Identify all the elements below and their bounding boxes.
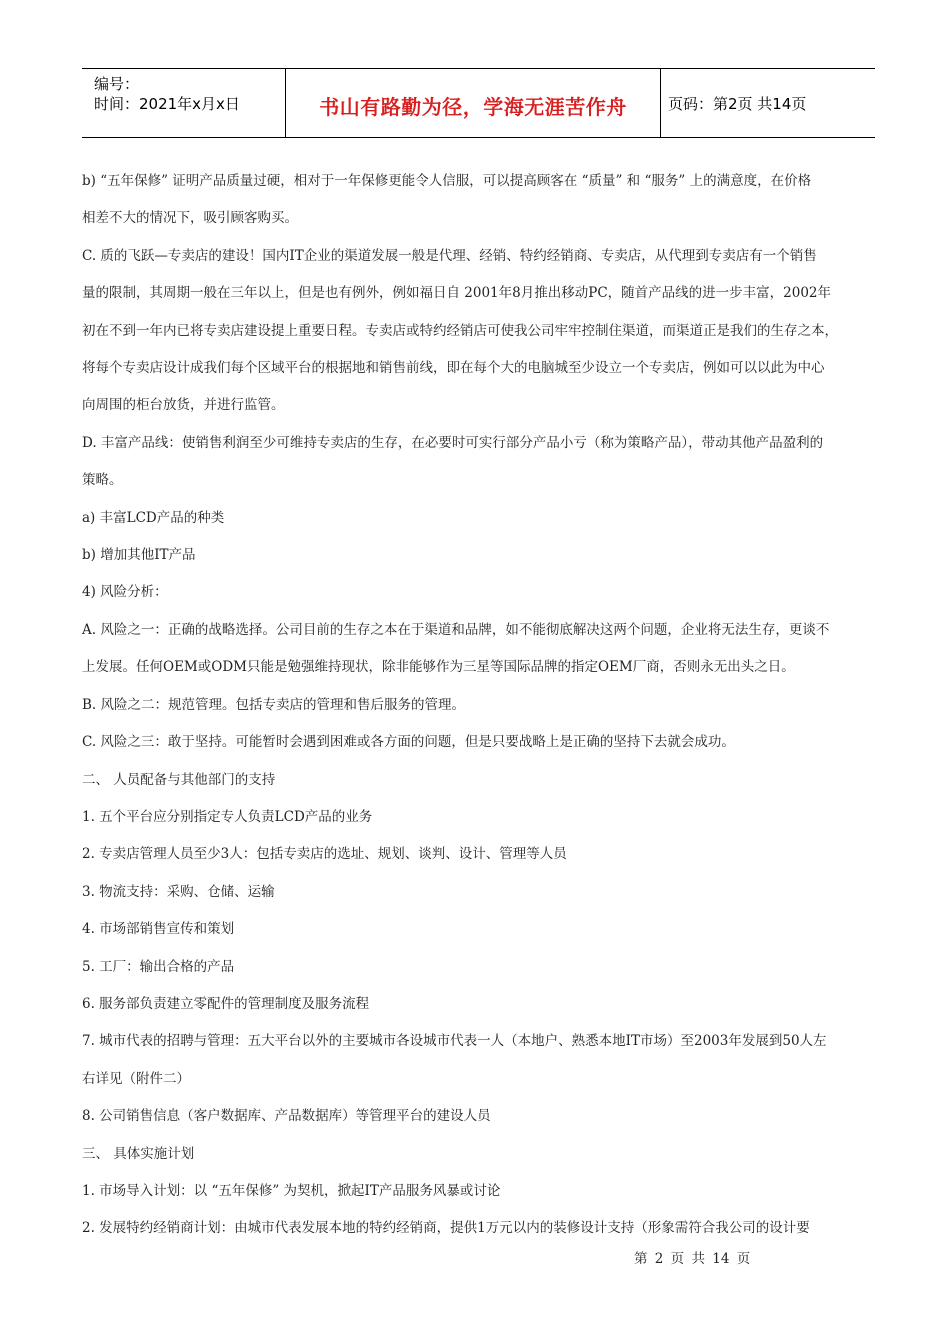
body-line: 5. 工厂：输出合格的产品	[82, 958, 235, 975]
page-footer: 第 2 页 共 14 页	[634, 1251, 751, 1267]
body-line: b) 增加其他IT产品	[82, 547, 196, 564]
header-motto-cell	[285, 69, 661, 137]
body-line: B. 风险之二：规范管理。包括专卖店的管理和售后服务的管理。	[82, 696, 466, 713]
header-page-number: 页码：第2页 共14页	[668, 95, 807, 113]
body-line: 4) 风险分析：	[82, 584, 168, 601]
header-page-cell	[660, 69, 875, 137]
body-line: C. 风险之三：敢于坚持。可能暂时会遇到困难或各方面的问题，但是只要战略上是正确的坚持下去就会成功。	[82, 734, 735, 751]
body-line: 8. 公司销售信息（客户数据库、产品数据库）等管理平台的建设人员	[82, 1108, 491, 1125]
document-date-label: 时间：2021年x月x日	[94, 95, 240, 113]
body-line: 上发展。任何OEM或ODM只能是勉强维持现状，除非能够作为三星等国际品牌的指定OEM厂商，否则永无出头之日。	[82, 659, 795, 676]
body-line: D. 丰富产品线：使销售利润至少可维持专卖店的生存，在必要时可实行部分产品小亏（称为策略产品），带动其他产品盈利的	[82, 434, 824, 451]
body-line: 4. 市场部销售宣传和策划	[82, 921, 235, 938]
body-line: 6. 服务部负责建立零配件的管理制度及服务流程	[82, 995, 370, 1012]
header-motto: 书山有路勤为径，学海无涯苦作舟	[319, 95, 627, 119]
body-line: 7. 城市代表的招聘与管理：五大平台以外的主要城市各设城市代表一人（本地户、熟悉本地IT市场）至2003年发展到50人左	[82, 1033, 827, 1050]
body-line: 1. 市场导入计划：以 “五年保修” 为契机，掀起IT产品服务风暴或讨论	[82, 1182, 501, 1199]
body-line: 三、 具体实施计划	[82, 1145, 195, 1162]
body-line: 将每个专卖店设计成我们每个区域平台的根据地和销售前线，即在每个大的电脑城至少设立一个专卖店，例如可以以此为中心	[82, 360, 825, 377]
body-line: b) “五年保修” 证明产品质量过硬，相对于一年保修更能令人信服，可以提高顾客在 “质量” 和 “服务” 上的满意度，在价格	[82, 173, 812, 189]
document-body	[82, 163, 882, 1248]
body-line: 3. 物流支持：采购、仓储、运输	[82, 883, 275, 900]
body-line: 1. 五个平台应分别指定专人负责LCD产品的业务	[82, 808, 373, 825]
body-line: 相差不大的情况下，吸引顾客购买。	[82, 210, 298, 227]
body-line: 量的限制，其周期一般在三年以上，但是也有例外，例如福日自 2001年8月推出移动PC，随首产品线的进一步丰富，2002年	[82, 285, 832, 302]
body-line: 2. 专卖店管理人员至少3人：包括专卖店的选址、规划、谈判、设计、管理等人员	[82, 846, 567, 863]
body-line: A. 风险之一：正确的战略选择。公司目前的生存之本在于渠道和品牌，如不能彻底解决这两个问题，企业将无法生存，更谈不	[82, 621, 830, 638]
body-line: 初在不到一年内已将专卖店建设提上重要日程。专卖店或特约经销店可使我公司牢牢控制住渠道，而渠道正是我们的生存之本，	[82, 322, 838, 339]
header-info-cell	[82, 69, 285, 137]
body-line: 2. 发展特约经销商计划：由城市代表发展本地的特约经销商，提供1万元以内的装修设计支持（形象需符合我公司的设计要	[82, 1220, 810, 1237]
document-number-label: 编号：	[94, 75, 140, 93]
body-line: C. 质的飞跃—专卖店的建设！国内IT企业的渠道发展一般是代理、经销、特约经销商、专卖店，从代理到专卖店有一个销售	[82, 247, 817, 264]
page-header	[82, 68, 875, 138]
body-line: 策略。	[82, 472, 123, 489]
body-line: 右详见（附件二）	[82, 1070, 190, 1087]
body-line: a) 丰富LCD产品的种类	[82, 509, 225, 526]
body-line: 二、 人员配备与其他部门的支持	[82, 771, 276, 788]
body-line: 向周围的柜台放货，并进行监管。	[82, 397, 285, 414]
